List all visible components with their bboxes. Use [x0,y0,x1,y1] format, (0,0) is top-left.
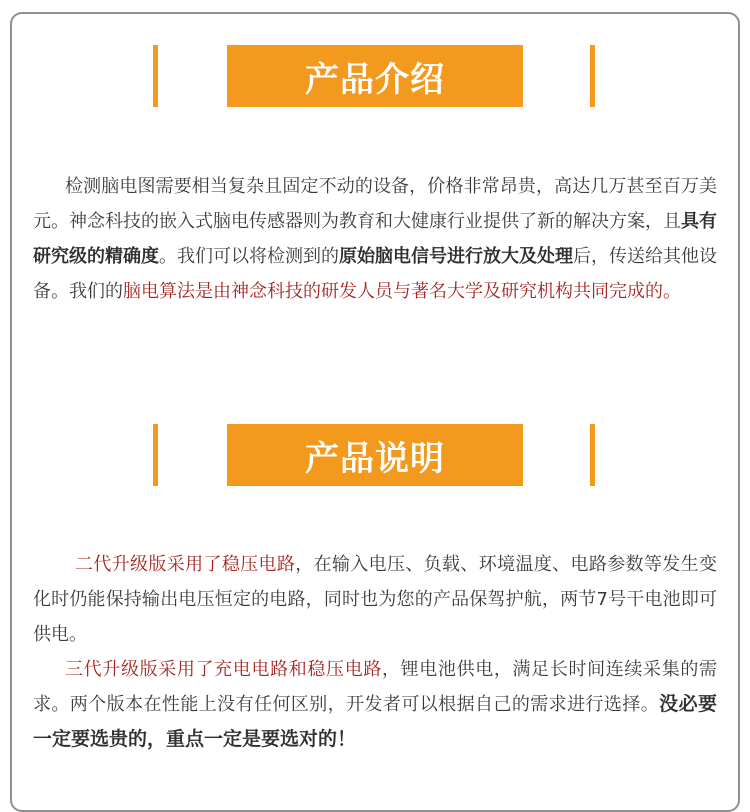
section-title-intro: 产品介绍 [227,45,523,107]
section-header-description [0,424,750,486]
intro-paragraph [33,169,717,309]
intro-red-algorithm: 脑电算法是由神念科技的研发人员与著名大学及研究机构共同完成的。 [123,281,681,302]
description-paragraph-gen3 [33,652,717,757]
header-bar-right [590,45,595,107]
header-bar-left [153,424,158,486]
description-paragraph-gen2 [33,547,717,652]
intro-bold-signal: 原始脑电信号进行放大及处理 [339,246,573,267]
gen3-bold-slogan: 没必要一定要选贵的，重点一定是要选对的！ [33,693,717,750]
gen3-text: ，锂电池供电，满足长时间连续采集的需求。两个版本在性能上没有任何区别，开发者可以根据自己的需求进行选择。 [33,659,717,715]
intro-text-3: 后，传送给其他设备。我们的 [33,246,717,302]
header-bar-left [153,45,158,107]
section-header-intro [0,45,750,107]
intro-bold-precision: 具有研究级的精确度 [33,211,717,267]
gen3-red-text: 三代升级版采用了充电电路和稳压电路 [65,659,382,680]
intro-text-2: 。我们可以将检测到的 [159,246,339,267]
intro-text-1: 检测脑电图需要相当复杂且固定不动的设备，价格非常昂贵，高达几万甚至百万美元。神念科技的嵌入式脑电传感器则为教育和大健康行业提供了新的解决方案，且 [33,176,717,232]
gen2-red-text: 二代升级版采用了稳压电路 [75,554,296,575]
section-title-description: 产品说明 [227,424,523,486]
gen2-text: ，在输入电压、负载、环境温度、电路参数等发生变化时仍能保持输出电压恒定的电路，同时也为您的产品保驾护航，两节7号干电池即可供电。 [33,554,717,645]
header-bar-right [590,424,595,486]
